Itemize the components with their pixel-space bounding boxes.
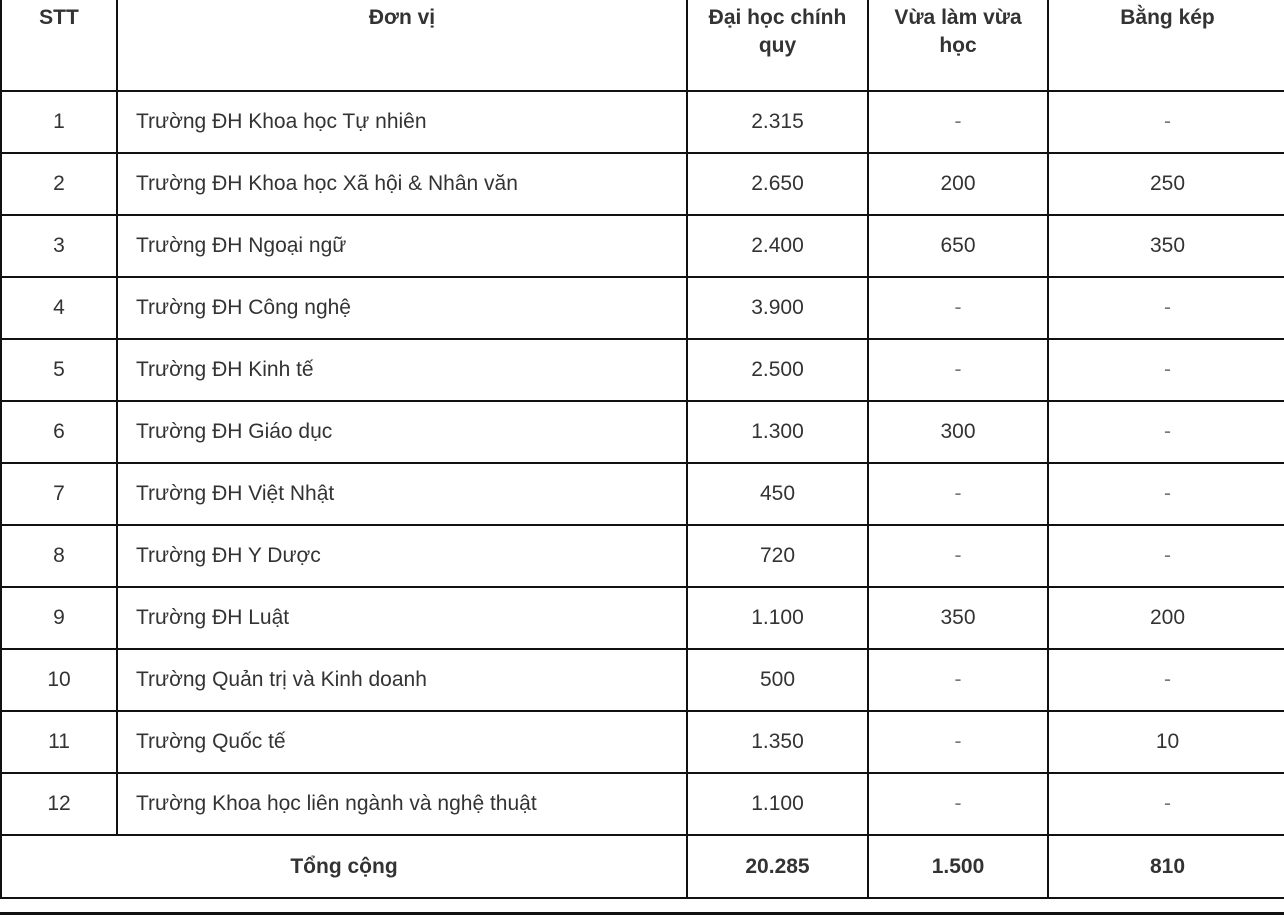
cell-unit: Trường ĐH Giáo dục [117, 401, 687, 463]
cell-unit: Trường Quốc tế [117, 711, 687, 773]
cell-part-time: - [868, 649, 1048, 711]
cell-double-degree: - [1048, 91, 1284, 153]
header-double-degree: Bằng kép [1048, 0, 1284, 91]
cell-stt: 8 [1, 525, 117, 587]
header-unit: Đơn vị [117, 0, 687, 91]
cell-stt: 12 [1, 773, 117, 835]
table-total-row [1, 835, 1284, 898]
cell-double-degree: - [1048, 339, 1284, 401]
cell-part-time: 300 [868, 401, 1048, 463]
total-label: Tổng cộng [1, 835, 687, 898]
table-row [1, 773, 1284, 835]
cell-double-degree: - [1048, 277, 1284, 339]
cell-double-degree: - [1048, 401, 1284, 463]
cell-regular: 2.400 [687, 215, 868, 277]
cell-stt: 11 [1, 711, 117, 773]
cell-double-degree: 200 [1048, 587, 1284, 649]
total-regular: 20.285 [687, 835, 868, 898]
cell-part-time: - [868, 525, 1048, 587]
cell-unit: Trường ĐH Luật [117, 587, 687, 649]
cell-unit: Trường Khoa học liên ngành và nghệ thuật [117, 773, 687, 835]
table-row [1, 463, 1284, 525]
cell-unit: Trường ĐH Khoa học Xã hội & Nhân văn [117, 153, 687, 215]
total-double-degree: 810 [1048, 835, 1284, 898]
cell-stt: 2 [1, 153, 117, 215]
cell-unit: Trường ĐH Khoa học Tự nhiên [117, 91, 687, 153]
table-row [1, 711, 1284, 773]
cell-regular: 2.500 [687, 339, 868, 401]
cell-stt: 9 [1, 587, 117, 649]
cell-unit: Trường ĐH Y Dược [117, 525, 687, 587]
cell-regular: 1.100 [687, 587, 868, 649]
bottom-divider [0, 912, 1284, 915]
cell-stt: 4 [1, 277, 117, 339]
cell-double-degree: - [1048, 463, 1284, 525]
total-part-time: 1.500 [868, 835, 1048, 898]
table-row [1, 649, 1284, 711]
table-row [1, 215, 1284, 277]
cell-part-time: 200 [868, 153, 1048, 215]
cell-double-degree: 350 [1048, 215, 1284, 277]
cell-part-time: 350 [868, 587, 1048, 649]
cell-regular: 1.350 [687, 711, 868, 773]
cell-stt: 1 [1, 91, 117, 153]
cell-part-time: 650 [868, 215, 1048, 277]
header-stt: STT [1, 0, 117, 91]
cell-unit: Trường Quản trị và Kinh doanh [117, 649, 687, 711]
cell-regular: 3.900 [687, 277, 868, 339]
cell-double-degree: - [1048, 649, 1284, 711]
cell-unit: Trường ĐH Việt Nhật [117, 463, 687, 525]
cell-stt: 7 [1, 463, 117, 525]
table-row [1, 587, 1284, 649]
cell-part-time: - [868, 711, 1048, 773]
cell-double-degree: - [1048, 773, 1284, 835]
cell-stt: 5 [1, 339, 117, 401]
cell-regular: 500 [687, 649, 868, 711]
table-header-row [1, 0, 1284, 91]
header-part-time: Vừa làm vừa học [868, 0, 1048, 91]
cell-part-time: - [868, 91, 1048, 153]
cell-stt: 10 [1, 649, 117, 711]
cell-part-time: - [868, 277, 1048, 339]
cell-regular: 450 [687, 463, 868, 525]
cell-unit: Trường ĐH Ngoại ngữ [117, 215, 687, 277]
cell-regular: 720 [687, 525, 868, 587]
cell-stt: 3 [1, 215, 117, 277]
header-regular: Đại học chính quy [687, 0, 868, 91]
cell-part-time: - [868, 773, 1048, 835]
cell-double-degree: 10 [1048, 711, 1284, 773]
table-row [1, 153, 1284, 215]
cell-stt: 6 [1, 401, 117, 463]
table-row [1, 339, 1284, 401]
cell-part-time: - [868, 463, 1048, 525]
cell-regular: 2.315 [687, 91, 868, 153]
cell-regular: 1.300 [687, 401, 868, 463]
cell-unit: Trường ĐH Kinh tế [117, 339, 687, 401]
cell-double-degree: 250 [1048, 153, 1284, 215]
cell-part-time: - [868, 339, 1048, 401]
table-row [1, 401, 1284, 463]
cell-double-degree: - [1048, 525, 1284, 587]
cell-unit: Trường ĐH Công nghệ [117, 277, 687, 339]
table-row [1, 91, 1284, 153]
cell-regular: 2.650 [687, 153, 868, 215]
cell-regular: 1.100 [687, 773, 868, 835]
table-row [1, 277, 1284, 339]
table-row [1, 525, 1284, 587]
